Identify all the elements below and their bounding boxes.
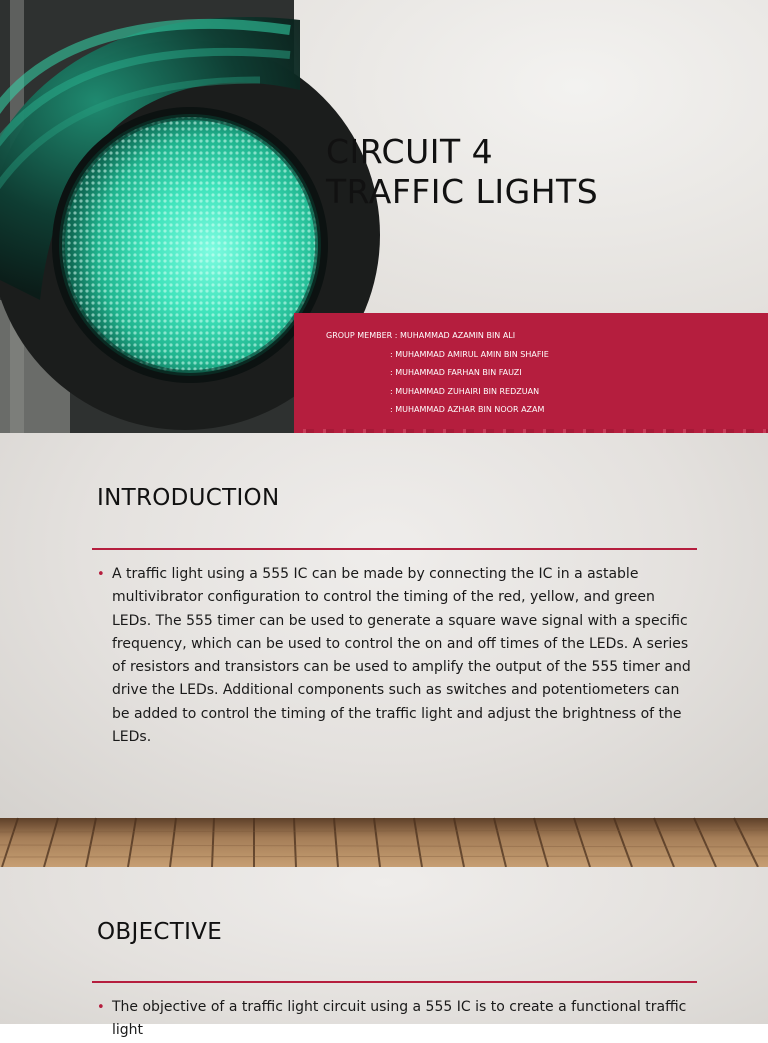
green-signal-illustration [0,0,294,433]
title-slide [0,0,768,433]
objective-slide [0,867,768,1039]
objective-heading: OBJECTIVE [97,919,223,945]
member-name: : MUHAMMAD AMIRUL AMIN BIN SHAFIE [390,349,549,359]
wood-planks [0,818,768,867]
heading-divider [92,981,697,983]
title-line-1: CIRCUIT 4 [326,132,494,171]
bullet-text: The objective of a traffic light circuit using a 555 IC is to create a functional traffic light [112,999,687,1039]
title-line-2: TRAFFIC LIGHTS [326,172,599,211]
wood-floor-strip [0,818,768,867]
bullet-icon: • [97,1000,105,1015]
bullet-text: A traffic light using a 555 IC can be made by connecting the IC in a astable multivibrator configuration to control the timing of the red, yellow, and green LEDs. The 555 timer can be used to generate a square wave signal with a specific frequency, which can be used to control the on and off times of the LEDs. A series of resistors and transistors can be used to amplify the output of the 555 timer and drive the LEDs. Additional components such as switches and potentiometers can be added to control the timing of the traffic light and adjust the brightness of the LEDs. [112,566,691,746]
introduction-slide [0,433,768,818]
introduction-bullet [97,563,697,749]
member-name: : MUHAMMAD AZHAR BIN NOOR AZAM [390,405,545,414]
group-members [326,327,756,420]
bullet-icon: • [97,567,105,582]
heading-divider [92,548,697,550]
traffic-light-photo [0,0,294,433]
group-member-label: GROUP MEMBER : MUHAMMAD AZAMIN BIN ALI [326,331,516,340]
slide-title [326,132,746,212]
member-name: : MUHAMMAD FARHAN BIN FAUZI [390,368,522,377]
member-name: : MUHAMMAD ZUHAIRI BIN REDZUAN [390,386,540,396]
objective-bullet [97,996,697,1043]
introduction-heading: INTRODUCTION [97,485,280,511]
